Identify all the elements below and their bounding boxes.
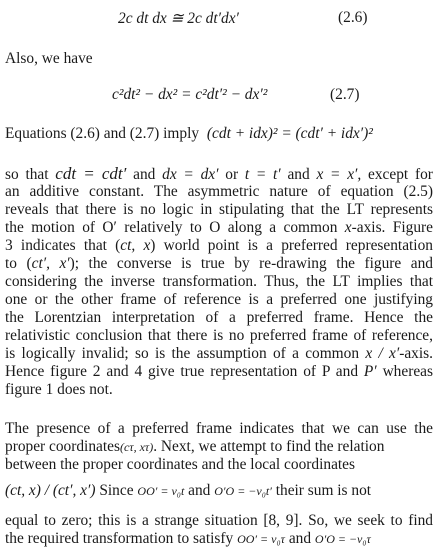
text-span: proper coordinates — [5, 438, 120, 455]
text-span: the motion of O′ relatively to O along a common — [5, 219, 338, 236]
text-span: the required transformation to satisfy — [5, 530, 234, 547]
inline-math: O′O = −v₀τ — [314, 532, 371, 546]
text-span: except for — [368, 166, 433, 183]
text-line — [5, 219, 433, 237]
text-span: Since — [99, 482, 134, 499]
text-span: . Next, we attempt to find the relation — [153, 438, 385, 455]
text-line — [5, 345, 433, 363]
equation-2-6-number: (2.6) — [338, 9, 368, 26]
text-line: an additive constant. The asymmetric nature of equation (2.5) — [5, 183, 433, 200]
equation-2-7: c²dt² − dx² = c²dt′² − dx′² — [112, 86, 268, 103]
text-line: figure 1 does not. — [5, 381, 113, 398]
inline-math: ct′, x′ — [31, 255, 70, 272]
text-line: considering the inverse transformation. Thus, the LT implies that — [5, 273, 433, 290]
equation-2-6: 2c dt dx ≅ 2c dt′dx′ — [118, 10, 239, 27]
inline-math: x — [344, 219, 352, 236]
text-span: whereas — [382, 363, 433, 380]
text-line — [5, 165, 433, 184]
text-span: ) world point is a preferred representation — [150, 237, 433, 254]
text-line: between the proper coordinates and the local coordinates — [5, 456, 355, 473]
text-line — [5, 482, 433, 500]
text-span: Hence figure 2 and 4 give true representation of P and — [5, 363, 359, 380]
inline-math: P′ — [363, 363, 377, 380]
text-span: ); the converse is true by re-drawing the figure and — [69, 255, 433, 272]
text-span: is logically invalid; so is the assumption of a common — [5, 345, 360, 362]
text-span: and — [288, 530, 312, 547]
text-line — [5, 438, 433, 456]
text-span: 3 indicates that ( — [5, 237, 121, 254]
text-line — [5, 255, 433, 273]
text-line: equal to zero; this is a strange situation [8, 9]. So, we seek to find — [5, 512, 433, 529]
text-line: relativistic conclusion that there is no preferred frame of reference, — [5, 327, 433, 344]
inline-math: x / x′ — [365, 345, 400, 362]
text-line — [5, 237, 433, 255]
text-line — [5, 530, 433, 548]
inline-math: OO′ = v₀τ — [237, 532, 285, 546]
inline-math: ct, x — [120, 237, 151, 254]
text-line: The presence of a preferred frame indicates that we can use the — [5, 420, 433, 437]
text-line: Also, we have — [5, 50, 93, 67]
text-span: Equations (2.6) and (2.7) imply — [5, 125, 200, 142]
text-span: and — [188, 482, 211, 499]
inline-math: x = x′, — [316, 166, 362, 183]
inline-math: O′O = −v₀t′ — [214, 484, 272, 498]
inline-math: (ct, x) / (ct′, x′) — [5, 482, 96, 499]
text-span: to ( — [5, 255, 32, 272]
text-span: or — [225, 166, 239, 183]
inline-math: cdt = cdt′ — [55, 164, 127, 183]
text-line: reveals that there is no logic in stipulating that the LT represents — [5, 201, 433, 218]
text-line: the Lorentzian interpretation of a preferred frame. Hence the — [5, 309, 433, 326]
text-span: -axis. — [399, 345, 433, 362]
text-span: and — [133, 166, 156, 183]
text-line — [5, 363, 433, 381]
inline-math: dx = dx′ — [162, 166, 219, 183]
text-span: -axis. Figure — [351, 219, 433, 236]
text-span: so that — [5, 166, 49, 183]
inline-math: OO′ = v₀t — [137, 484, 185, 498]
inline-equation: (cdt + idx)² = (cdt′ + idx′)² — [206, 125, 373, 142]
equation-2-7-number: (2.7) — [330, 86, 360, 103]
text-line — [5, 125, 433, 143]
text-span: and — [287, 166, 310, 183]
text-line: one or the other frame of reference is a preferred one justifying — [5, 291, 433, 308]
inline-math: t = t′ — [244, 166, 281, 183]
text-span: their sum is not — [275, 482, 372, 499]
inline-math: (cτ, xτ) — [119, 440, 154, 454]
